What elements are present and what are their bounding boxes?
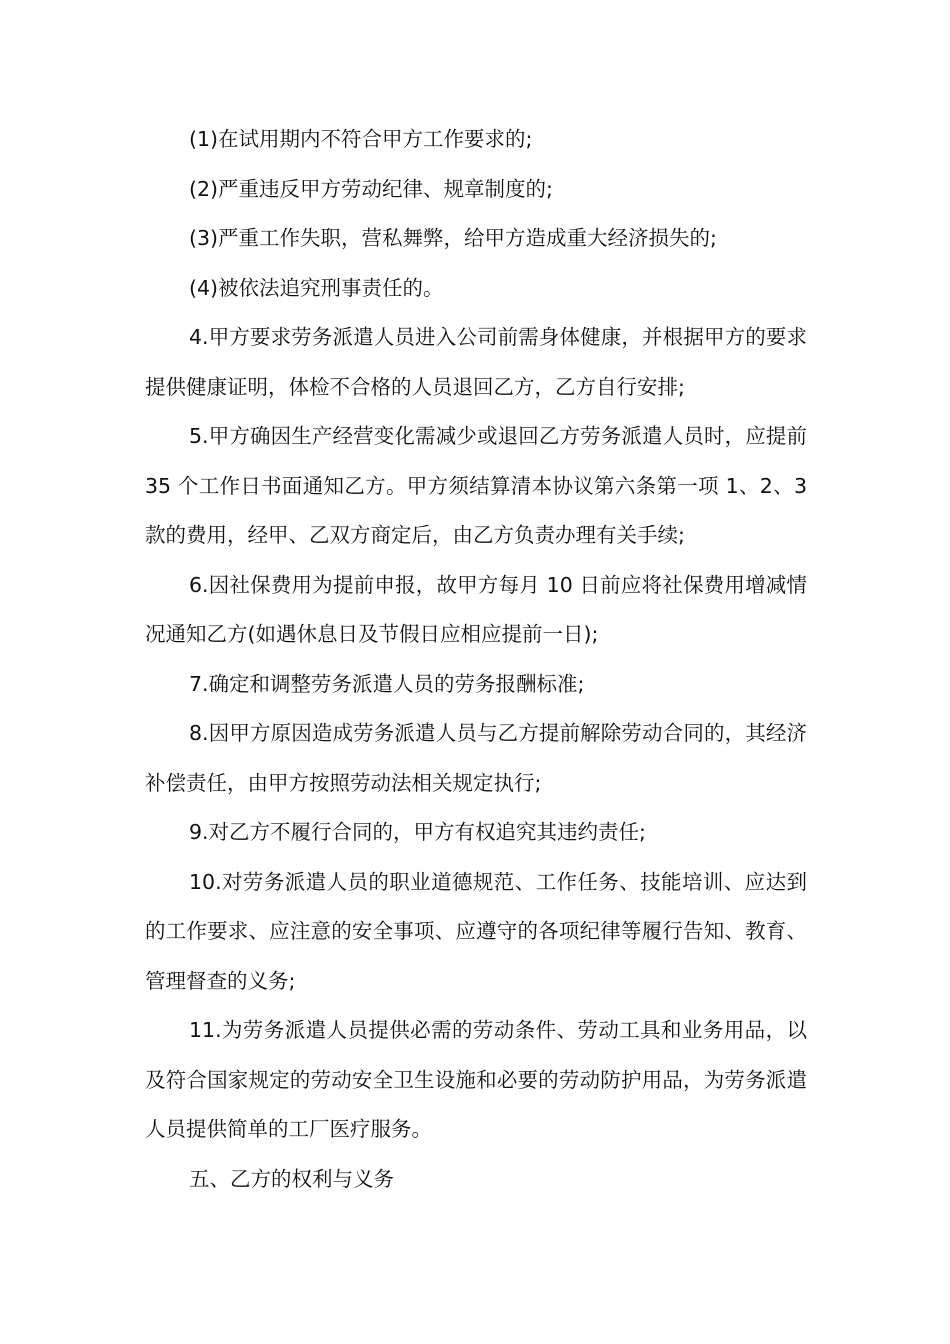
paragraph-clause-6: 6.因社保费用为提前申报，故甲方每月 10 日前应将社保费用增减情况通知乙方(如遇休息日及节假日应相应提前一日); [145, 572, 807, 646]
paragraph-clause-9: 9.对乙方不履行合同的，甲方有权追究其违约责任; [189, 820, 646, 844]
paragraph-clause-5: 5.甲方确因生产经营变化需减少或退回乙方劳务派遣人员时，应提前 35 个工作日书面通知乙方。甲方须结算清本协议第六条第一项 1、2、3 款的费用，经甲、乙双方商定后，由乙方负责办理有关手续; [145, 424, 807, 547]
paragraph-item-3: (3)严重工作失职，营私舞弊，给甲方造成重大经济损失的; [189, 226, 717, 250]
paragraph-clause-8: 8.因甲方原因造成劳务派遣人员与乙方提前解除劳动合同的，其经济补偿责任，由甲方按照劳动法相关规定执行; [145, 721, 807, 795]
paragraph-clause-10: 10.对劳务派遣人员的职业道德规范、工作任务、技能培训、应达到的工作要求、应注意的安全事项、应遵守的各项纪律等履行告知、教育、管理督查的义务; [145, 869, 807, 993]
section-heading: 五、乙方的权利与义务 [189, 1166, 394, 1191]
paragraph-item-2: (2)严重违反甲方劳动纪律、规章制度的; [189, 176, 553, 201]
paragraph-item-4: (4)被依法追究刑事责任的。 [189, 275, 444, 300]
paragraph-item-1: (1)在试用期内不符合甲方工作要求的; [189, 127, 533, 151]
document-body [145, 115, 807, 1204]
paragraph-clause-11: 11.为劳务派遣人员提供必需的劳动条件、劳动工具和业务用品，以及符合国家规定的劳动安全卫生设施和必要的劳动防护用品，为劳务派遣人员提供简单的工厂医疗服务。 [145, 1018, 807, 1141]
paragraph-clause-7: 7.确定和调整劳务派遣人员的劳务报酬标准; [189, 671, 585, 696]
paragraph-clause-4: 4.甲方要求劳务派遣人员进入公司前需身体健康，并根据甲方的要求提供健康证明，体检不合格的人员退回乙方，乙方自行安排; [145, 325, 807, 399]
